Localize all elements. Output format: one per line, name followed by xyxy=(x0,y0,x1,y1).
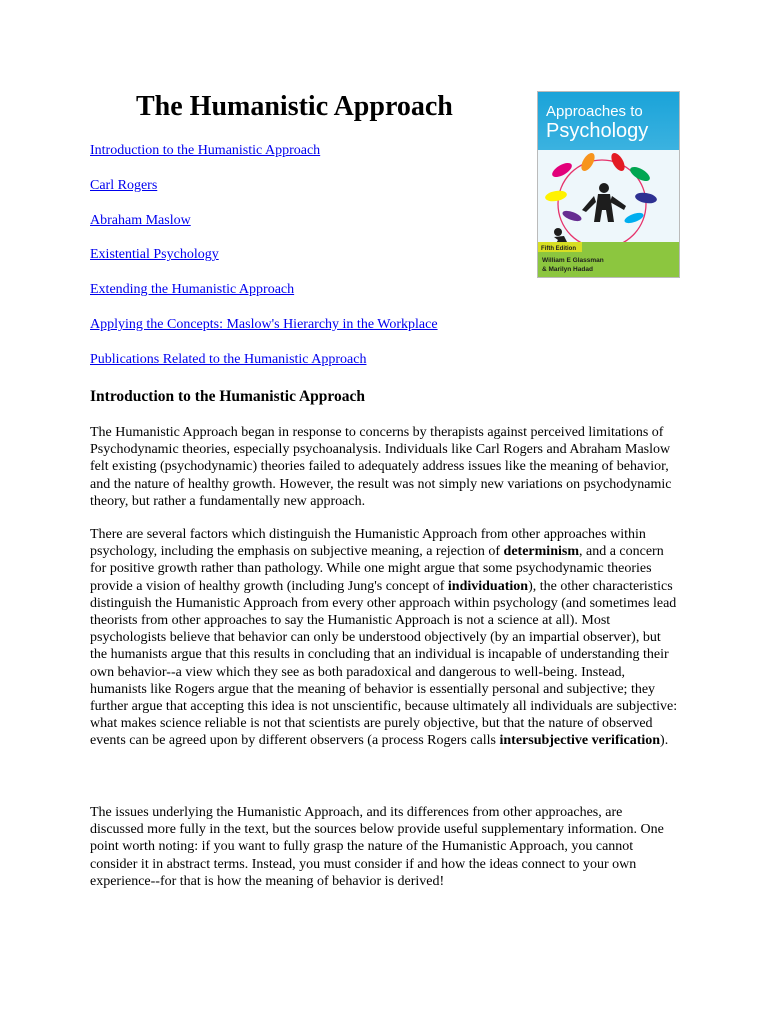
toc-link-carl-rogers[interactable]: Carl Rogers xyxy=(90,177,158,193)
cover-edition: Fifth Edition xyxy=(541,246,576,252)
cover-author1: William E Glassman xyxy=(542,257,604,264)
cover-title-line1: Approaches to xyxy=(546,103,643,120)
toc-link-extending[interactable]: Extending the Humanistic Approach xyxy=(90,282,295,298)
paragraph-2-text-a: There are several factors which distinguish the Humanistic Approach from other approaches within psychology, including the emphasis on subjective meaning, a rejection of xyxy=(90,527,646,560)
cover-author2: & Marilyn Hadad xyxy=(542,266,593,273)
term-individuation: individuation xyxy=(447,578,529,594)
section-heading: Introduction to the Humanistic Approach xyxy=(90,388,366,405)
toc-item xyxy=(90,246,438,281)
paragraph-2-text-d: ), the other characteristics distinguish the Humanistic Approach from every other approach within psychology (and sometimes lead theorists from other approaches to say the Humanistic Approach is not a science at all). Most psychologists believe that behavior can only be understood objectively (by an impartial observer), but the humanists argue that this results in concluding that an individual is incapable of understanding their own behavior--a view which they see as both paradoxical and dangerous to well-being. Instead, humanists like Rogers argue that the meaning of behavior is essentially personal and subjective; they further argue that accepting this idea is not unscientific, because ultimately all individuals are subjective: what makes science reliable is not that scientists are purely objective, but that the nature of observed events can be agreed upon by different observers (a process Rogers calls xyxy=(90,578,678,749)
toc-link-introduction[interactable]: Introduction to the Humanistic Approach xyxy=(90,143,321,158)
term-intersubjective-verification: intersubjective verification xyxy=(499,733,661,749)
toc-item xyxy=(90,316,438,351)
toc-link-existential-psychology[interactable]: Existential Psychology xyxy=(90,247,219,263)
paragraph-2 xyxy=(90,526,678,750)
paragraph-1: The Humanistic Approach began in response to concerns by therapists against perceived limitations of Psychodynamic theories, especially psychoanalysis. Individuals like Carl Rogers and Abraham Maslow felt existing (psychodynamic) theories failed to adequately address issues like the meaning of behavior, and the nature of healthy growth. However, the result was not simply new variations on psychodynamic theory, but rather a fundamentally new approach. xyxy=(90,425,672,509)
toc-item xyxy=(90,351,438,386)
toc-item xyxy=(90,212,438,247)
book-cover-image xyxy=(537,91,680,278)
paragraph-3: The issues underlying the Humanistic Approach, and its differences from other approaches, are discussed more fully in the text, but the sources below provide useful supplementary information. One point worth noting: if you want to fully grasp the nature of the Humanistic Approach, you cannot consider it in abstract terms. Instead, you must consider if and how the ideas connect to your own experience--for that is how the meaning of behavior is derived! xyxy=(90,805,664,889)
table-of-contents xyxy=(90,142,438,386)
toc-link-publications[interactable]: Publications Related to the Humanistic Approach xyxy=(90,351,367,367)
paragraph-2-text-c: , and a concern for positive growth rather than pathology. While one might argue that some psychodynamic theories provide a vision of healthy growth (including Jung's concept of xyxy=(90,544,664,594)
page-title: The Humanistic Approach xyxy=(136,91,453,122)
toc-item xyxy=(90,142,438,177)
toc-item xyxy=(90,177,438,212)
toc-link-abraham-maslow[interactable]: Abraham Maslow xyxy=(90,212,191,228)
term-determinism: determinism xyxy=(503,544,579,560)
paragraph-2-text-e: ). xyxy=(660,733,669,749)
cover-title-line2: Psychology xyxy=(546,120,649,142)
toc-item xyxy=(90,281,438,316)
toc-link-applying-concepts[interactable]: Applying the Concepts: Maslow's Hierarchy in the Workplace xyxy=(90,316,438,332)
